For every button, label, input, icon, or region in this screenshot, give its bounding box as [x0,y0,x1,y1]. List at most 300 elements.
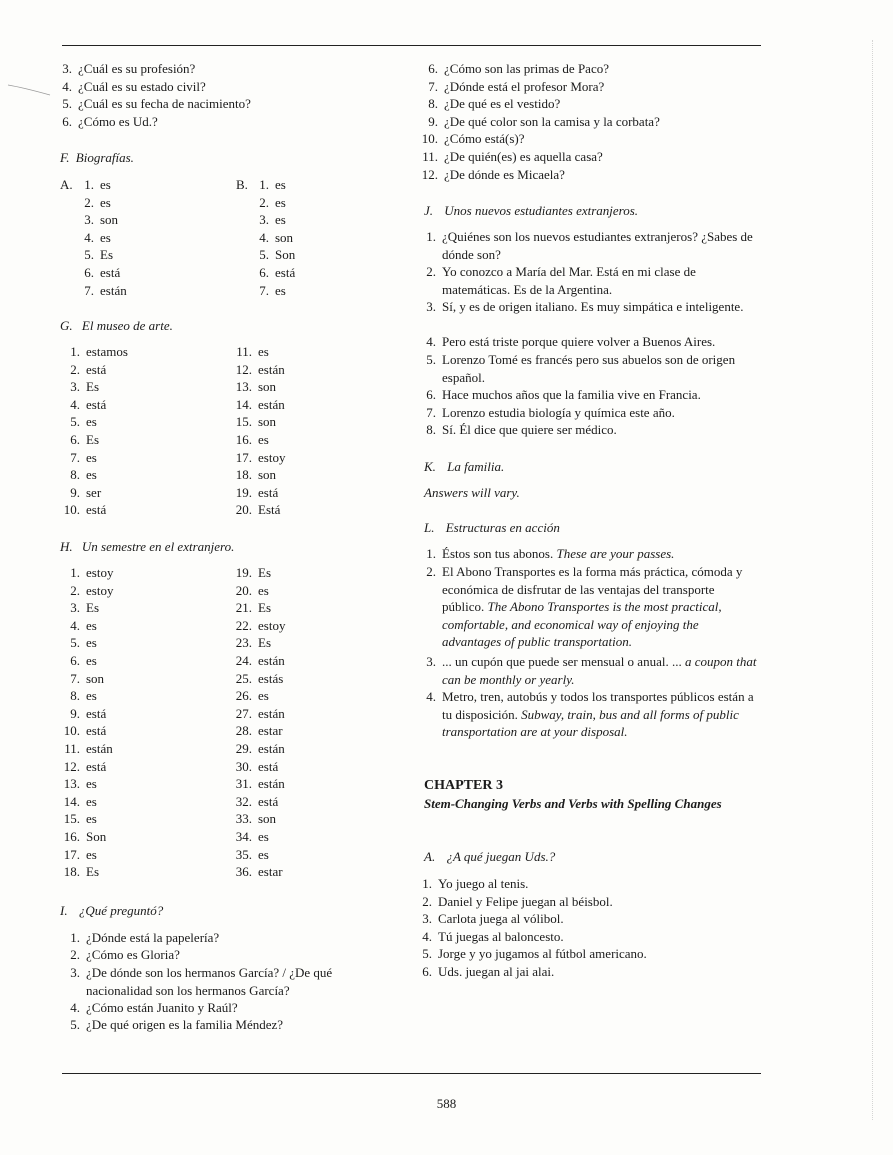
answer-line [82,282,127,299]
item-text: están [258,776,285,792]
item-text: Es [86,600,99,616]
item-number: 11. [236,344,252,359]
page-number: 588 [436,1096,457,1111]
item-text: están [258,361,285,377]
answer-line [60,705,106,722]
item-text: ¿Cómo es Ud.? [78,113,158,129]
item-text: es [100,194,111,210]
item-text: está [86,723,107,739]
item-number: 3. [426,654,436,669]
answer-line [60,846,97,863]
item-text: es [258,344,269,359]
item-translation: The Abono Transportes is the most practical, comfortable, and economical way of enjoying the advantages of public transportation. [442,599,722,650]
item-number: 30. [235,758,252,774]
item-number: 2. [426,264,436,279]
item-number: 32. [235,793,252,809]
item-number: 1. [70,930,80,945]
section-j-heading: J. Unos nuevos estudiantes extranjeros. [424,203,639,218]
item-text: Tú juegas al baloncesto. [438,928,564,944]
item-text: son [86,670,105,686]
answer-line [60,60,195,77]
answer-line [232,582,269,599]
item-number: 5. [70,414,80,430]
item-text: Es [258,600,271,616]
item-number: 7. [70,670,80,686]
answer-line [232,793,278,810]
item-number: 6. [426,387,436,402]
answer-line [60,449,97,466]
item-text: estar [258,864,283,880]
item-text: están [258,705,285,721]
answer-line [232,775,285,792]
item-text: Daniel y Felipe juegan al béisbol. [438,893,613,909]
answer-line [60,78,206,95]
item-number: 1. [84,177,94,192]
item-text: Lorenzo estudia biología y química este año. [442,405,675,420]
item-text: es [100,229,111,245]
answer-item [64,1016,384,1034]
item-text: ¿Cuál es su profesión? [78,61,196,76]
item-text: es [86,811,97,827]
item-text: Es [258,565,271,580]
item-text: están [100,282,127,298]
answer-line [60,634,97,651]
section-f-heading: F. Biografías. [60,150,134,165]
item-text: es [86,617,97,633]
item-number: 1. [70,344,80,359]
item-text: ¿Dónde está la papelería? [86,930,220,945]
answer-line [420,113,660,130]
item-text: ¿De quién(es) es aquella casa? [444,149,603,164]
item-number: 11. [64,741,80,756]
item-number: 3. [84,212,94,228]
item-number: 4. [70,1000,80,1015]
answer-line [60,501,106,518]
item-text: Pero está triste porque quiere volver a Buenos Aires. [442,334,716,349]
item-text: ¿Dónde está el profesor Mora? [444,78,605,94]
item-number: 6. [62,113,72,129]
item-number: 26. [235,688,252,704]
item-text: es [258,688,269,704]
item-number: 15. [63,811,80,827]
answer-line [60,652,97,669]
item-text: estar [258,723,283,739]
answer-line [232,828,269,845]
item-text: está [258,758,279,774]
item-text: ¿Quiénes son los nuevos estudiantes extranjeros? ¿Sabes de dónde son? [442,229,753,262]
answer-line [232,722,283,739]
item-text: Metro, tren, autobús y todos los transportes públicos están a tu disposición. [442,689,754,722]
answer-line [232,670,283,687]
item-number: 19. [235,565,252,580]
item-text: están [258,741,285,756]
answer-item [420,653,758,688]
item-text: es [86,414,97,430]
answer-line [82,211,118,228]
answer-line [420,875,528,892]
item-text: son [258,467,277,483]
item-text: Es [86,864,99,880]
item-number: 3. [70,600,80,616]
item-text: es [275,177,286,192]
item-text: es [258,432,269,447]
answer-line [420,893,613,910]
item-number: 25. [235,670,252,686]
answer-line [60,863,99,880]
item-number: 4. [70,396,80,412]
item-text: ¿Cómo están Juanito y Raúl? [86,1000,238,1015]
item-text: es [258,582,269,598]
answer-line [60,113,158,130]
item-text: es [86,776,97,792]
item-number: 27. [235,705,252,721]
section-h-heading: H. Un semestre en el extranjero. [60,539,235,554]
item-number: 13. [63,776,80,792]
item-text: estoy [258,617,286,633]
answer-line [232,740,285,757]
answer-line [232,810,276,827]
item-text: está [86,396,107,412]
item-text: son [275,229,294,245]
answer-line [232,501,280,518]
item-number: 28. [235,723,252,739]
answer-line [60,687,97,704]
item-number: 14. [235,396,252,412]
section-k-note: Answers will vary. [424,485,520,500]
item-text: es [275,282,286,298]
item-text: estoy [258,449,286,465]
answer-line [420,130,525,147]
item-text: son [258,379,277,395]
answer-line [60,793,97,810]
item-text: ¿De qué color son la camisa y la corbata? [444,113,660,129]
item-number: 8. [426,422,436,437]
item-text: ... un cupón que puede ser mensual o anual. ... [442,654,682,669]
item-number: 2. [422,893,432,909]
item-number: 17. [235,449,252,465]
answer-line [60,810,97,827]
item-number: 14. [63,793,80,809]
answer-line [60,758,106,775]
answer-line [232,705,285,722]
section-f-a-label: A. [60,177,73,192]
item-text: es [258,846,269,862]
item-text: son [258,414,277,430]
answer-item [420,688,758,741]
item-translation: a coupon that can be monthly or yearly. [442,654,757,687]
answer-line [232,687,269,704]
item-text: Carlota juega al vólibol. [438,911,564,927]
item-number: 5. [422,946,432,962]
item-text: ¿Cuál es su estado civil? [78,78,206,94]
answer-line [60,740,113,757]
item-number: 16. [63,829,80,844]
item-number: 8. [428,96,438,112]
item-number: 3. [70,379,80,395]
answer-line [232,484,278,501]
answer-line [60,582,113,599]
item-number: 36. [235,864,252,880]
answer-item [64,946,384,964]
item-number: 4. [84,229,94,245]
item-number: 22. [235,617,252,633]
answer-line [82,229,111,246]
answer-line [60,617,97,634]
item-text: está [275,265,296,280]
answer-line [60,413,97,430]
item-text: es [86,449,97,465]
item-text: ser [86,484,102,500]
answer-line [420,95,560,112]
item-number: 33. [235,811,252,827]
item-number: 1. [426,546,436,561]
answer-line [232,396,285,413]
item-text: es [86,846,97,862]
item-text: están [258,396,285,412]
answer-line [232,564,271,581]
answer-line [60,599,99,616]
item-number: 34. [235,829,252,844]
item-number: 24. [235,653,252,668]
answer-line [82,264,120,281]
item-number: 4. [62,78,72,94]
item-text: es [86,653,97,668]
answer-line [257,246,295,263]
answer-line [420,60,609,77]
item-text: estoy [86,582,114,598]
item-text: Yo conozco a María del Mar. Está en mi clase de matemáticas. Es de la Argentina. [442,264,696,297]
item-text: son [258,811,277,827]
item-text: está [86,758,107,774]
item-text: Es [258,635,271,651]
item-text: ¿Cómo es Gloria? [86,947,180,962]
item-text: es [86,793,97,809]
answer-line [60,670,104,687]
item-number: 35. [235,846,252,862]
item-number: 20. [235,582,252,598]
answer-line [60,396,106,413]
item-number: 21. [235,600,252,616]
item-text: están [86,741,113,756]
answer-line [420,910,564,927]
item-text: ¿De dónde es Micaela? [444,166,565,182]
item-text: estamos [86,344,128,359]
answer-line [82,176,111,193]
answer-line [420,928,564,945]
item-number: 23. [235,635,252,651]
answer-item [420,386,758,404]
item-number: 1. [70,565,80,580]
item-number: 13. [235,379,252,395]
answer-line [232,413,276,430]
item-number: 7. [259,282,269,298]
answer-line [232,758,278,775]
answer-line [420,963,554,980]
section-f-b-label: B. [236,177,248,192]
item-text: Uds. juegan al jai alai. [438,964,555,979]
item-number: 9. [428,113,438,129]
item-number: 6. [70,653,80,668]
item-number: 6. [259,265,269,280]
item-number: 18. [63,864,80,880]
item-number: 4. [70,617,80,633]
item-text: Lorenzo Tomé es francés pero sus abuelos son de origen español. [442,352,736,385]
item-text: estás [258,670,284,686]
item-number: 1. [422,876,432,891]
answer-line [232,361,285,378]
item-number: 7. [426,405,436,420]
item-number: 1. [426,229,436,244]
item-number: 18. [235,467,252,483]
answer-line [232,652,285,669]
item-number: 5. [62,96,72,112]
item-text: Yo juego al tenis. [438,876,529,891]
item-text: Es [86,379,99,395]
item-number: 9. [70,705,80,721]
item-number: 3. [426,299,436,314]
answer-line [60,95,251,112]
answer-line [232,634,271,651]
answer-line [232,466,276,483]
answer-line [232,599,271,616]
item-number: 4. [422,928,432,944]
answer-item [420,298,758,316]
item-text: ¿De qué es el vestido? [444,96,561,112]
item-text: ¿De dónde son los hermanos García? / ¿De qué nacionalidad son los hermanos García? [86,965,333,998]
item-number: 1. [259,177,269,192]
answer-line [60,564,113,581]
item-number: 15. [235,414,252,430]
item-number: 6. [422,964,432,979]
item-text: es [100,177,111,192]
answer-line [232,343,269,360]
item-text: ¿Cuál es su fecha de nacimiento? [78,96,251,112]
answer-line [232,449,285,466]
item-number: 5. [70,635,80,651]
item-text: es [86,467,97,483]
answer-item [420,351,758,386]
item-number: 2. [70,361,80,377]
item-number: 5. [426,352,436,367]
item-number: 8. [70,688,80,704]
item-number: 3. [422,911,432,927]
item-number: 19. [235,484,252,500]
item-number: 5. [259,247,269,263]
item-translation: These are your passes. [556,546,675,561]
answer-line [257,229,293,246]
item-text: Son [86,829,107,844]
section-k-heading: K. La familia. [424,459,505,474]
answer-line [257,176,286,193]
answer-item [420,563,758,651]
item-number: 2. [259,194,269,210]
item-number: 4. [426,334,436,349]
item-number: 2. [70,582,80,598]
item-number: 7. [428,78,438,94]
item-number: 2. [84,194,94,210]
answer-item [420,421,758,439]
item-number: 16. [235,432,252,447]
answer-line [420,945,647,962]
answer-line [60,775,97,792]
item-number: 17. [63,846,80,862]
answer-item [64,929,384,947]
section-i-heading: I. ¿Qué preguntó? [60,903,164,918]
item-number: 6. [70,432,80,447]
section-l-heading: L. Estructuras en acción [424,520,560,535]
item-text: está [258,484,279,500]
answer-line [82,246,113,263]
section-a-heading: A. ¿A qué juegan Uds.? [424,849,556,864]
answer-line [232,846,269,863]
item-text: Sí. Él dice que quiere ser médico. [442,422,617,437]
pencil-mark-icon [6,82,52,96]
item-number: 6. [428,61,438,76]
item-text: están [258,653,285,668]
answer-line [257,282,286,299]
item-number: 8. [70,467,80,483]
item-number: 3. [259,212,269,228]
item-text: El Abono Transportes es la forma más práctica, cómoda y económica de disfrutar de las ventajas del transporte público. [442,564,743,615]
answer-line [60,722,106,739]
item-number: 12. [63,758,80,774]
answer-line [232,378,276,395]
item-text: está [86,361,107,377]
section-g-heading: G. El museo de arte. [60,318,173,333]
item-number: 4. [259,229,269,245]
answer-item [420,228,758,263]
item-number: 31. [235,776,252,792]
item-number: 2. [70,947,80,962]
item-number: 12. [421,166,438,182]
item-number: 10. [421,131,438,147]
item-text: Es [86,432,99,447]
chapter-subtitle: Stem-Changing Verbs and Verbs with Spelling Changes [424,796,722,811]
answer-item [420,333,758,351]
answer-line [60,343,128,360]
item-text: es [275,194,286,210]
item-number: 9. [70,484,80,500]
item-text: Sí, y es de origen italiano. Es muy simpática e inteligente. [442,299,744,314]
item-text: Hace muchos años que la familia vive en Francia. [442,387,701,402]
item-text: ¿Cómo está(s)? [444,131,525,147]
item-text: Es [100,247,113,263]
item-text: estoy [86,565,114,580]
item-text: está [86,502,107,518]
answer-line [232,617,285,634]
answer-line [60,466,97,483]
answer-line [257,194,286,211]
answer-line [420,166,565,183]
item-number: 29. [235,741,252,756]
answer-line [60,378,99,395]
item-text: Éstos son tus abonos. [442,546,554,561]
item-number: 12. [235,361,252,377]
item-number: 3. [62,61,72,76]
answer-line [60,431,99,448]
chapter-title: CHAPTER 3 [424,778,503,793]
item-text: está [258,793,279,809]
item-number: 7. [70,449,80,465]
answer-line [82,194,111,211]
answer-line [60,828,106,845]
answer-item [420,404,758,422]
scan-margin-marks [872,40,881,1120]
item-text: está [100,265,121,280]
bottom-rule [62,1073,761,1074]
answer-item [420,545,758,563]
item-number: 10. [63,502,80,518]
